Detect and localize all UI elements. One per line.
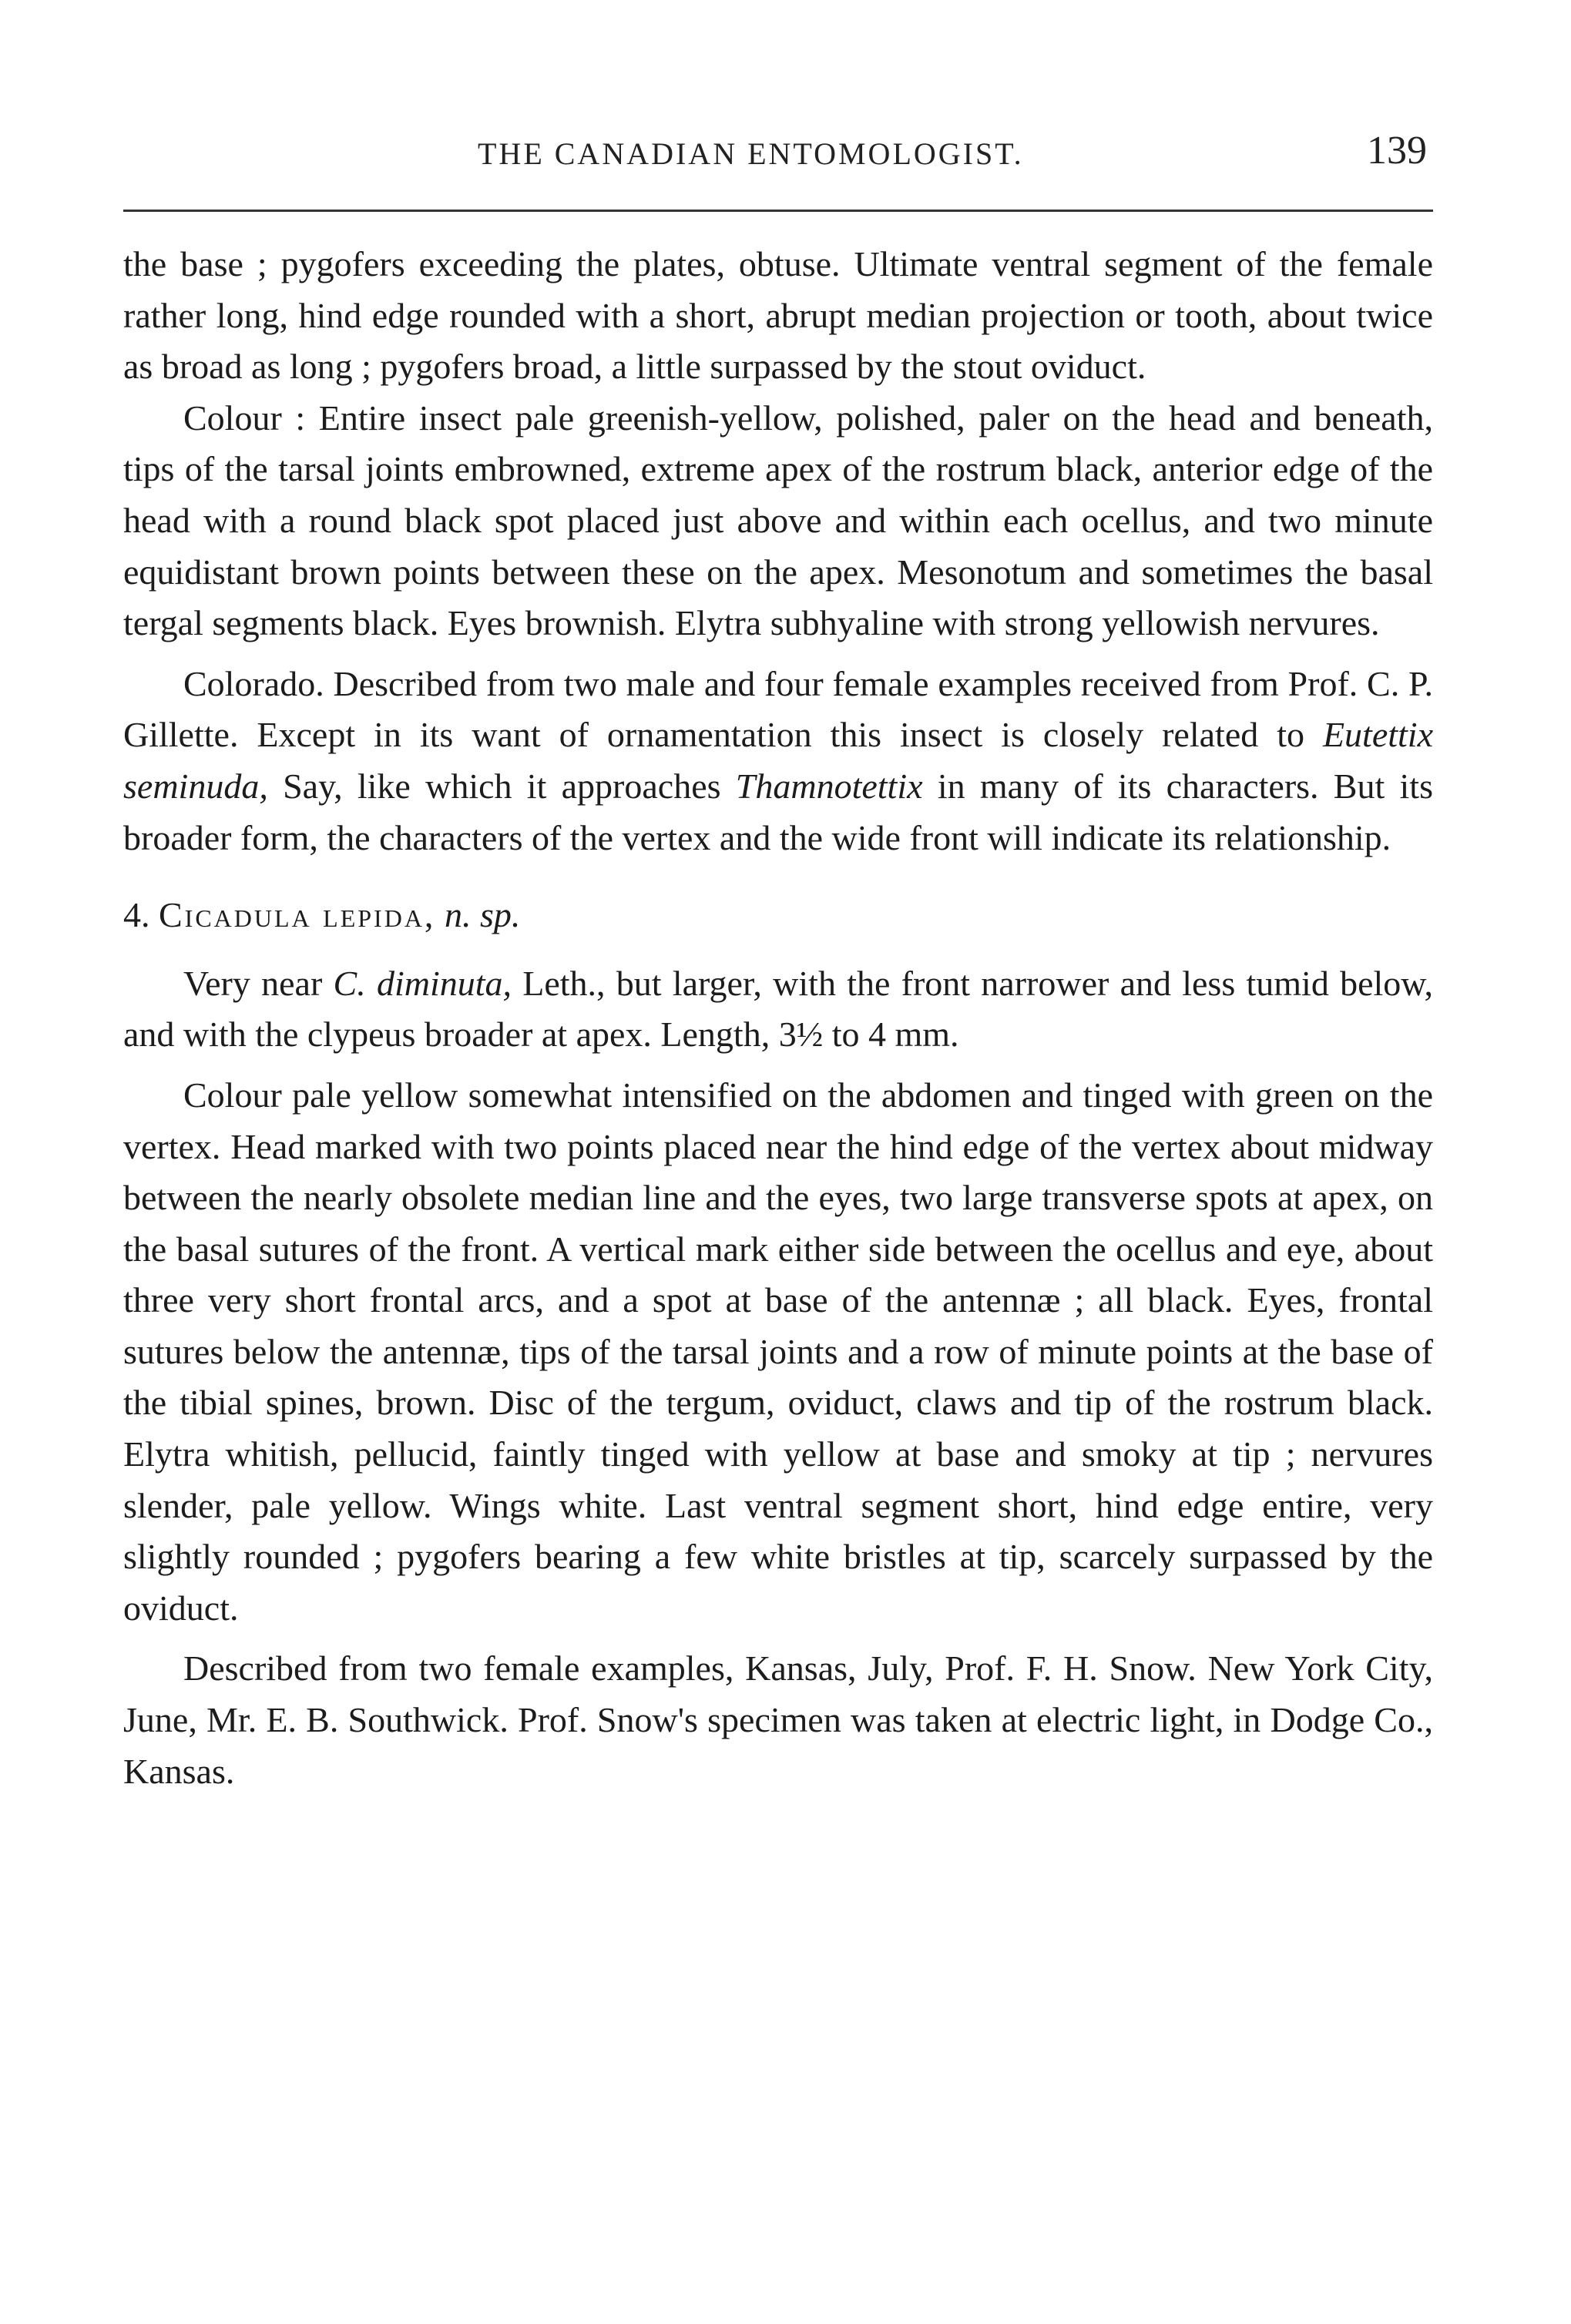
paragraph-colour-lepida: Colour pale yellow somewhat intensified on the abdomen and tinged with green on the vertex. Head marked with two points placed near the hind edge of the vertex about midway between the nearly obsolete median line and the eyes, two large transverse spots at apex, on the basal sutures of the front. A vertical mark either side between the ocellus and eye, about three very short frontal arcs, and a spot at base of the antennæ ; all black. Eyes, frontal sutures below the antennæ, tips of the tarsal joints and a row of minute points at the base of the tibial spines, brown. Disc of the tergum, oviduct, claws and tip of the rostrum black. Elytra whitish, pellucid, faintly tinged with yellow at base and smoky at tip ; nervures slender, pale yellow. Wings white. Last ventral segment short, hind edge entire, very slightly rounded ; pygofers bearing a few white bristles at tip, scarcely surpassed by the oviduct.: [123, 1075, 1433, 1628]
body-text: [123, 239, 1433, 1797]
locality-text-a: Colorado. Described from two male and four female examples received from Prof. C. P. Gillette. Except in its want of ornamentation this insect is closely related to: [123, 663, 1433, 755]
locality-text-b: Say, like which it approaches: [267, 766, 736, 806]
page-header: [123, 129, 1433, 189]
header-rule: [123, 210, 1433, 212]
species-heading: [123, 890, 1433, 941]
paragraph-colour-description: Colour : Entire insect pale greenish-yellow, polished, paler on the head and beneath, tips of the tarsal joints embrowned, extreme apex of the rostrum black, anterior edge of the head with a round black spot placed just above and within each ocellus, and two minute equidistant brown points between these on the apex. Mesonotum and sometimes the basal tergal segments black. Eyes brownish. Elytra subhyaline with strong yellowish nervures.: [123, 397, 1433, 643]
genus-name-thamnotettix: Thamnotettix: [735, 766, 923, 806]
running-title: THE CANADIAN ENTOMOLOGIST.: [478, 136, 1024, 171]
species-number: 4.: [123, 895, 159, 935]
paragraph-comparison: [123, 958, 1433, 1061]
comparison-text-a: Very near: [183, 963, 334, 1003]
paragraph-locality: [123, 659, 1433, 864]
new-species-label: n. sp.: [444, 895, 521, 935]
species-title: Cicadula lepida,: [159, 895, 436, 935]
species-name-diminuta: C. diminuta,: [333, 963, 512, 1003]
comparison-text-b: Leth., but larger, with the front narrower and less tumid below, and with the clypeus broader at apex. Length, 3½ to 4 mm.: [123, 963, 1433, 1055]
page-number: 139: [1367, 129, 1427, 173]
paragraph-continuation: the base ; pygofers exceeding the plates, obtuse. Ultimate ventral segment of the female rather long, hind edge rounded with a short, abrupt median projection or tooth, about twice as broad as long ; pygofers broad, a little surpassed by the stout oviduct.: [123, 244, 1433, 387]
paragraph-specimens: Described from two female examples, Kansas, July, Prof. F. H. Snow. New York City, June, Mr. E. B. Southwick. Prof. Snow's specimen was taken at electric light, in Dodge Co., Kansas.: [123, 1648, 1433, 1791]
locality-text-c: in many of its characters. But its broader form, the characters of the vertex and the wide front will indicate its relationship.: [123, 766, 1433, 857]
species-name-eutettix: Eutettix seminuda,: [123, 715, 1433, 806]
